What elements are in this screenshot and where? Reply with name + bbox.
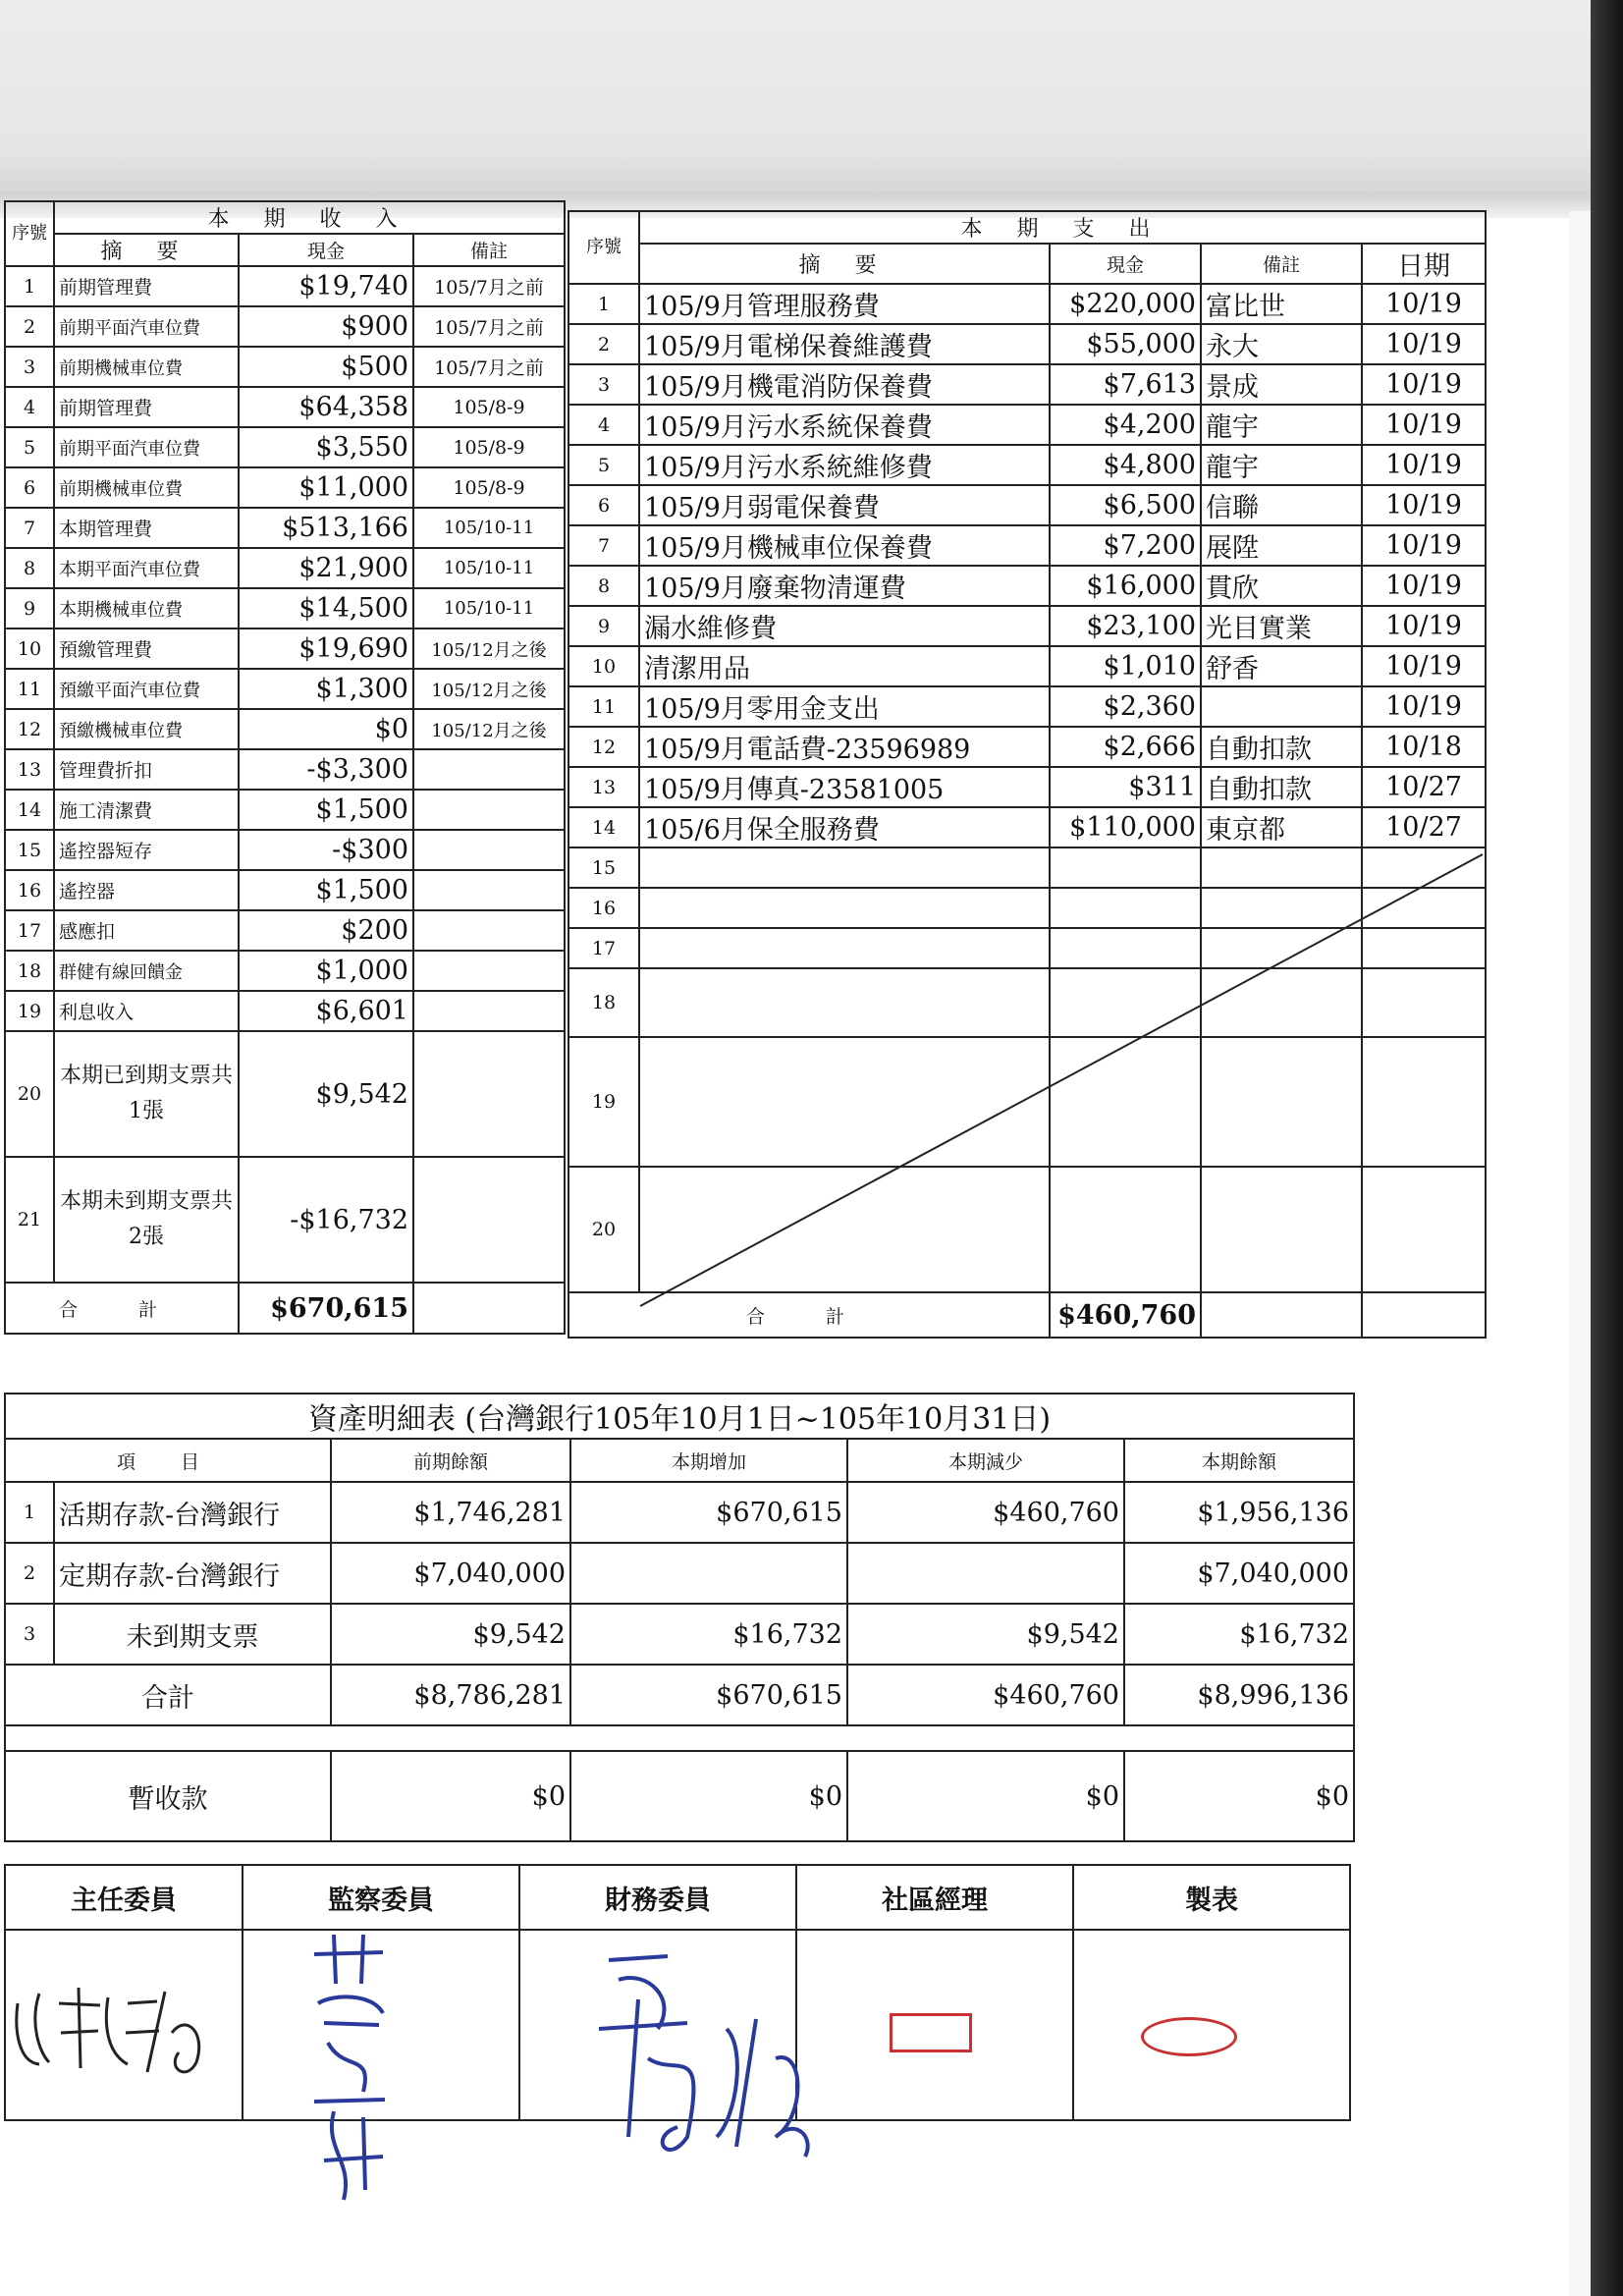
expense-row-amount: $4,800 [1050, 445, 1201, 485]
asset-title: 資產明細表 (台灣銀行105年10月1日~105年10月31日) [5, 1394, 1354, 1439]
income-row-item: 感應扣 [54, 910, 239, 951]
income-row-no: 10 [5, 629, 54, 669]
expense-row-date: 10/18 [1362, 727, 1486, 767]
income-row-no: 14 [5, 790, 54, 830]
income-row-amount: $21,900 [239, 548, 413, 588]
income-row-no: 2 [5, 306, 54, 347]
income-total-label: 合 計 [5, 1283, 239, 1334]
expense-row-no: 1 [568, 284, 639, 324]
income-row-amount: $513,166 [239, 508, 413, 548]
income-row-note: 105/8-9 [413, 467, 565, 508]
expense-row-item: 105/9月傳真-23581005 [639, 767, 1050, 807]
asset-row-prev: $9,542 [331, 1604, 570, 1665]
income-title: 本 期 收 入 [54, 201, 565, 234]
income-row-amount: $1,300 [239, 669, 413, 709]
income-row-no: 18 [5, 951, 54, 991]
expense-row-amount: $55,000 [1050, 324, 1201, 364]
income-row-item: 本期已到期支票共1張 [54, 1031, 239, 1157]
asset-table [4, 1393, 1355, 1842]
expense-row-no: 10 [568, 646, 639, 686]
expense-row-note: 龍宇 [1201, 445, 1362, 485]
expense-row-note: 展陞 [1201, 525, 1362, 566]
asset-row-item: 活期存款-台灣銀行 [54, 1482, 331, 1543]
expense-row-item: 清潔用品 [639, 646, 1050, 686]
expense-row-note: 龍宇 [1201, 405, 1362, 445]
asset-row-decrease: $460,760 [847, 1482, 1124, 1543]
asset-row-balance: $1,956,136 [1124, 1482, 1354, 1543]
income-row-amount: $19,740 [239, 266, 413, 306]
role-chief: 主任委員 [5, 1865, 243, 1930]
expense-row-amount: $1,010 [1050, 646, 1201, 686]
expense-row-no: 5 [568, 445, 639, 485]
expense-row-date: 10/19 [1362, 284, 1486, 324]
income-row-no: 12 [5, 709, 54, 749]
finance-signature [589, 1941, 815, 2176]
asset-row-decrease [847, 1543, 1124, 1604]
asset-row-increase: $16,732 [570, 1604, 847, 1665]
expense-row-note: 自動扣款 [1201, 767, 1362, 807]
expense-row-date: 10/27 [1362, 767, 1486, 807]
expense-row-no: 12 [568, 727, 639, 767]
supervisor-signature [295, 1925, 403, 2210]
income-row-item: 本期平面汽車位費 [54, 548, 239, 588]
income-col-note: 備註 [413, 234, 565, 266]
asset-row-increase: $670,615 [570, 1482, 847, 1543]
expense-col-summary: 摘 要 [639, 244, 1050, 284]
expense-row-item: 105/9月零用金支出 [639, 686, 1050, 727]
income-row-no: 21 [5, 1157, 54, 1283]
income-row-note: 105/12月之後 [413, 709, 565, 749]
temp-receipt-increase: $0 [570, 1751, 847, 1841]
expense-row-amount: $4,200 [1050, 405, 1201, 445]
temp-receipt-prev: $0 [331, 1751, 570, 1841]
income-row-amount: $200 [239, 910, 413, 951]
income-row-item: 遙控器短存 [54, 830, 239, 870]
income-row-item: 前期機械車位費 [54, 467, 239, 508]
income-row-no: 5 [5, 427, 54, 467]
income-row-item: 預繳管理費 [54, 629, 239, 669]
expense-row-no: 16 [568, 888, 639, 928]
expense-row-no: 13 [568, 767, 639, 807]
income-col-summary: 摘 要 [54, 234, 239, 266]
income-row-amount: $6,601 [239, 991, 413, 1031]
asset-row-balance: $16,732 [1124, 1604, 1354, 1665]
expense-row-item: 漏水維修費 [639, 606, 1050, 646]
income-row-item: 前期機械車位費 [54, 347, 239, 387]
expense-row-no: 9 [568, 606, 639, 646]
income-row-note: 105/7月之前 [413, 306, 565, 347]
expense-col-cash: 現金 [1050, 244, 1201, 284]
income-row-no: 13 [5, 749, 54, 790]
asset-row [5, 1604, 1354, 1665]
expense-row-amount: $2,360 [1050, 686, 1201, 727]
income-row-note: 105/8-9 [413, 387, 565, 427]
expense-row-no: 15 [568, 847, 639, 888]
expense-row-date: 10/19 [1362, 364, 1486, 405]
income-row-no: 3 [5, 347, 54, 387]
expense-row-date: 10/19 [1362, 485, 1486, 525]
expense-row-amount: $220,000 [1050, 284, 1201, 324]
manager-stamp [890, 2013, 972, 2052]
income-row-item: 前期平面汽車位費 [54, 306, 239, 347]
expense-row-no: 4 [568, 405, 639, 445]
expense-row-item: 105/9月污水系統保養費 [639, 405, 1050, 445]
income-row-amount: -$16,732 [239, 1157, 413, 1283]
expense-row-no: 2 [568, 324, 639, 364]
asset-col-prev: 前期餘額 [331, 1439, 570, 1482]
expense-row-item: 105/6月保全服務費 [639, 807, 1050, 847]
expense-row-no: 11 [568, 686, 639, 727]
expense-row-no: 7 [568, 525, 639, 566]
expense-row-item: 105/9月弱電保養費 [639, 485, 1050, 525]
expense-row-item: 105/9月廢棄物清運費 [639, 566, 1050, 606]
expense-row-note: 信聯 [1201, 485, 1362, 525]
income-row-note: 105/8-9 [413, 427, 565, 467]
asset-spacer-row [5, 1725, 1354, 1751]
income-row-item: 利息收入 [54, 991, 239, 1031]
expense-row-note: 富比世 [1201, 284, 1362, 324]
asset-row-no: 2 [5, 1543, 54, 1604]
expense-row-no: 3 [568, 364, 639, 405]
asset-col-increase: 本期增加 [570, 1439, 847, 1482]
income-row-item: 本期未到期支票共2張 [54, 1157, 239, 1283]
expense-row-amount: $16,000 [1050, 566, 1201, 606]
expense-row-date: 10/19 [1362, 405, 1486, 445]
expense-row-date: 10/19 [1362, 525, 1486, 566]
income-row-amount: $19,690 [239, 629, 413, 669]
asset-row [5, 1543, 1354, 1604]
income-row-item: 預繳平面汽車位費 [54, 669, 239, 709]
temp-receipt-balance: $0 [1124, 1751, 1354, 1841]
income-row-item: 前期管理費 [54, 387, 239, 427]
income-row-no: 4 [5, 387, 54, 427]
income-row-no: 6 [5, 467, 54, 508]
income-row-item: 本期管理費 [54, 508, 239, 548]
expense-row-no: 19 [568, 1037, 639, 1167]
expense-row-no: 20 [568, 1167, 639, 1292]
asset-total-decrease: $460,760 [847, 1665, 1124, 1725]
asset-total-increase: $670,615 [570, 1665, 847, 1725]
asset-total-prev: $8,786,281 [331, 1665, 570, 1725]
expense-row-note: 貫欣 [1201, 566, 1362, 606]
income-row-amount: $1,500 [239, 790, 413, 830]
temp-receipt-decrease: $0 [847, 1751, 1124, 1841]
expense-row-note: 東京都 [1201, 807, 1362, 847]
role-supervisor: 監察委員 [243, 1865, 519, 1930]
expense-row-note: 光目實業 [1201, 606, 1362, 646]
income-total: $670,615 [239, 1283, 413, 1334]
asset-row-item: 定期存款-台灣銀行 [54, 1543, 331, 1604]
expense-row-amount: $311 [1050, 767, 1201, 807]
asset-col-item: 項 目 [5, 1439, 331, 1482]
income-row-item: 前期平面汽車位費 [54, 427, 239, 467]
asset-col-balance: 本期餘額 [1124, 1439, 1354, 1482]
chief-signature [10, 1974, 216, 2082]
expense-row-amount: $110,000 [1050, 807, 1201, 847]
income-row-note: 105/12月之後 [413, 669, 565, 709]
income-row-no: 11 [5, 669, 54, 709]
income-row-no: 16 [5, 870, 54, 910]
expense-row-amount: $7,613 [1050, 364, 1201, 405]
income-row-note: 105/12月之後 [413, 629, 565, 669]
asset-col-decrease: 本期減少 [847, 1439, 1124, 1482]
expense-row-note: 永大 [1201, 324, 1362, 364]
income-row-no: 17 [5, 910, 54, 951]
expense-row-no: 14 [568, 807, 639, 847]
expense-row-amount: $23,100 [1050, 606, 1201, 646]
income-row-item: 群健有線回饋金 [54, 951, 239, 991]
role-manager: 社區經理 [796, 1865, 1073, 1930]
expense-row-note: 舒香 [1201, 646, 1362, 686]
asset-row-prev: $1,746,281 [331, 1482, 570, 1543]
income-row-amount: $500 [239, 347, 413, 387]
income-row-no: 1 [5, 266, 54, 306]
income-row-note: 105/7月之前 [413, 266, 565, 306]
role-maker: 製表 [1073, 1865, 1350, 1930]
income-row-item: 遙控器 [54, 870, 239, 910]
income-seq-header: 序號 [5, 201, 54, 266]
expense-row-item: 105/9月機電消防保養費 [639, 364, 1050, 405]
income-row-note: 105/10-11 [413, 508, 565, 548]
income-col-cash: 現金 [239, 234, 413, 266]
asset-row [5, 1482, 1354, 1543]
income-row-no: 8 [5, 548, 54, 588]
expense-col-date: 日期 [1362, 244, 1486, 284]
expense-row-amount: $2,666 [1050, 727, 1201, 767]
temp-receipt-label: 暫收款 [5, 1751, 331, 1841]
asset-row-no: 3 [5, 1604, 54, 1665]
income-row-item: 預繳機械車位費 [54, 709, 239, 749]
income-row-amount: $1,000 [239, 951, 413, 991]
income-row-item: 管理費折扣 [54, 749, 239, 790]
expense-row-date: 10/19 [1362, 686, 1486, 727]
expense-row-date: 10/19 [1362, 324, 1486, 364]
expense-title: 本 期 支 出 [639, 211, 1486, 244]
expense-col-note: 備註 [1201, 244, 1362, 284]
income-row-amount: $14,500 [239, 588, 413, 629]
expense-row-date: 10/19 [1362, 606, 1486, 646]
maker-stamp [1141, 2017, 1237, 2056]
expense-row-date: 10/19 [1362, 566, 1486, 606]
asset-row-prev: $7,040,000 [331, 1543, 570, 1604]
income-row-item: 本期機械車位費 [54, 588, 239, 629]
expense-row-no: 18 [568, 968, 639, 1037]
expense-row-no: 17 [568, 928, 639, 968]
income-row-note: 105/7月之前 [413, 347, 565, 387]
income-row-no: 19 [5, 991, 54, 1031]
expense-row-item: 105/9月機械車位保養費 [639, 525, 1050, 566]
income-row-note: 105/10-11 [413, 548, 565, 588]
asset-total-label: 合計 [5, 1665, 331, 1725]
expense-row-no: 8 [568, 566, 639, 606]
income-row-amount: $64,358 [239, 387, 413, 427]
income-row-amount: $3,550 [239, 427, 413, 467]
income-row-amount: $1,500 [239, 870, 413, 910]
expense-row-date: 10/19 [1362, 646, 1486, 686]
asset-row-no: 1 [5, 1482, 54, 1543]
expense-row-item: 105/9月電梯保養維護費 [639, 324, 1050, 364]
income-row-no: 9 [5, 588, 54, 629]
income-row-no: 15 [5, 830, 54, 870]
expense-row-date: 10/27 [1362, 807, 1486, 847]
income-row-no: 20 [5, 1031, 54, 1157]
income-row-note: 105/10-11 [413, 588, 565, 629]
income-row-item: 前期管理費 [54, 266, 239, 306]
asset-row-balance: $7,040,000 [1124, 1543, 1354, 1604]
expense-row-item: 105/9月污水系統維修費 [639, 445, 1050, 485]
asset-row-increase [570, 1543, 847, 1604]
income-row-amount: $9,542 [239, 1031, 413, 1157]
income-row-no: 7 [5, 508, 54, 548]
expense-row-item: 105/9月電話費-23596989 [639, 727, 1050, 767]
expense-total-label: 合 計 [568, 1292, 1050, 1338]
role-finance: 財務委員 [519, 1865, 796, 1930]
expense-total: $460,760 [1050, 1292, 1201, 1338]
income-row-amount: -$3,300 [239, 749, 413, 790]
asset-row-decrease: $9,542 [847, 1604, 1124, 1665]
expense-row-amount: $6,500 [1050, 485, 1201, 525]
expense-row-note: 景成 [1201, 364, 1362, 405]
expense-row-note: 自動扣款 [1201, 727, 1362, 767]
income-row-amount: -$300 [239, 830, 413, 870]
income-row-amount: $11,000 [239, 467, 413, 508]
income-row-item: 施工清潔費 [54, 790, 239, 830]
expense-row-amount: $7,200 [1050, 525, 1201, 566]
expense-row-item: 105/9月管理服務費 [639, 284, 1050, 324]
expense-row-date: 10/19 [1362, 445, 1486, 485]
asset-row-item: 未到期支票 [54, 1604, 331, 1665]
income-row-amount: $0 [239, 709, 413, 749]
asset-total-balance: $8,996,136 [1124, 1665, 1354, 1725]
expense-row-no: 6 [568, 485, 639, 525]
expense-seq-header: 序號 [568, 211, 639, 284]
income-row-amount: $900 [239, 306, 413, 347]
